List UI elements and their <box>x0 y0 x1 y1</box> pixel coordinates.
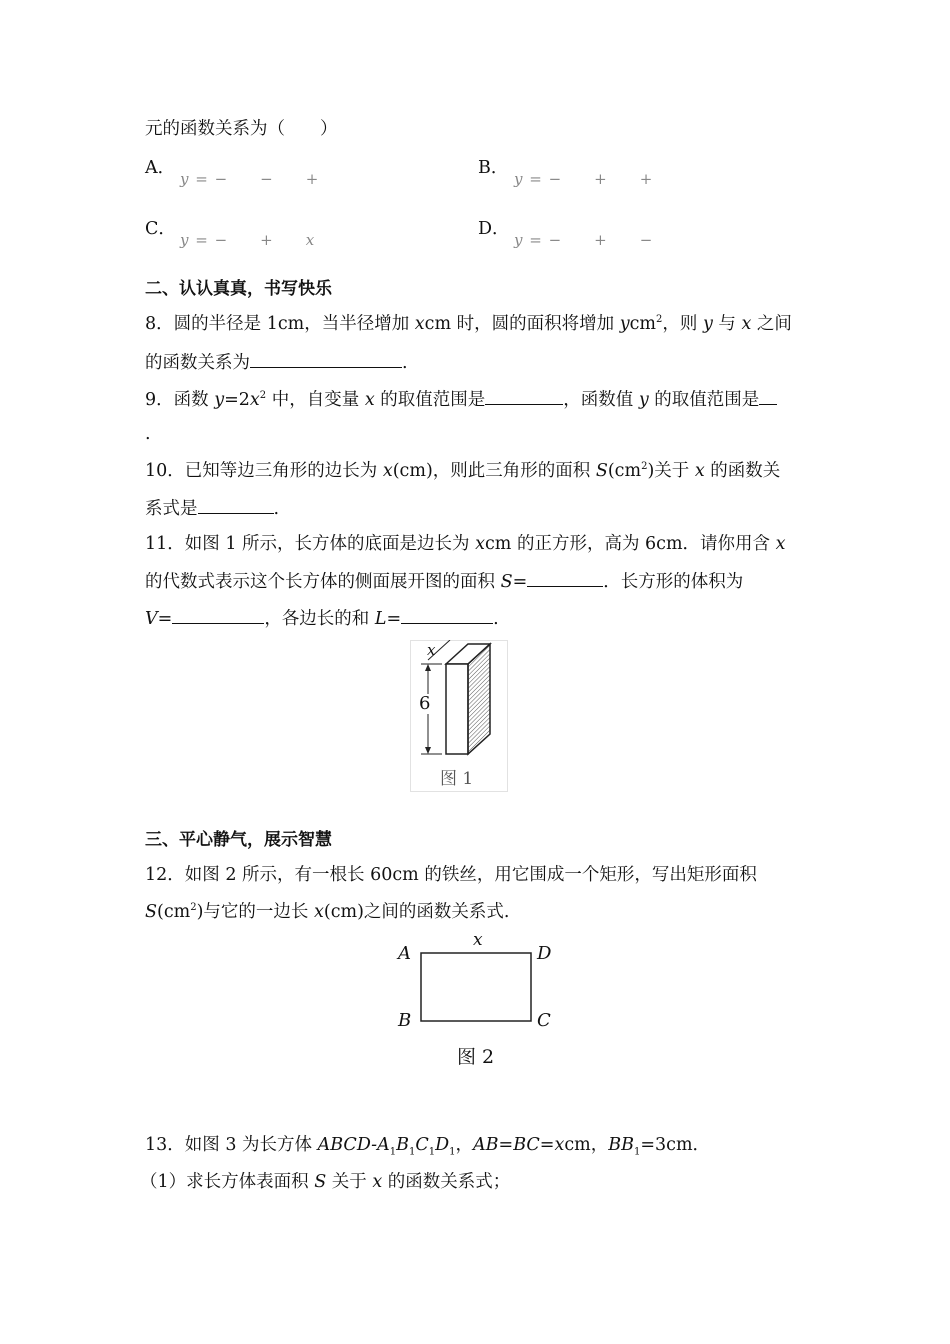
question-11-line-2: 的代数式表示这个长方体的侧面展开图的面积 S= ．长方形的体积为 <box>145 568 810 594</box>
answer-blank[interactable] <box>527 568 603 587</box>
option-c-label: C． <box>145 219 176 239</box>
question-11-line-3: V= ，各边长的和 L= . <box>145 605 810 631</box>
figure-1-x-label: x <box>427 641 436 659</box>
question-11-line-1: 11．如图 1 所示，长方体的底面是边长为 xcm 的正方形，高为 6cm．请你用含 x <box>145 534 786 554</box>
option-a-formula: y = − − + <box>180 170 320 188</box>
section-3-heading: 三、平心静气，展示智慧 <box>145 830 332 850</box>
figure-2-caption: 图 2 <box>457 1046 495 1068</box>
answer-blank[interactable] <box>401 605 493 624</box>
question-12-line-1: 12．如图 2 所示，有一根长 60cm 的铁丝，用它围成一个矩形，写出矩形面积 <box>145 865 757 885</box>
figure-2-label-b: B <box>398 1010 412 1031</box>
option-d-formula: y = − + − <box>514 231 654 249</box>
option-b-formula: y = − + + <box>514 170 654 188</box>
question-10-line-2: 系式是 . <box>145 495 810 521</box>
figure-2 <box>390 930 560 1070</box>
section-2-heading: 二、认认真真，书写快乐 <box>145 279 332 299</box>
answer-blank[interactable] <box>172 605 264 624</box>
question-13-line-1: 13．如图 3 为长方体 ABCD-$A_1B_1C_1D_1$，AB=BC=xcm，$BB_1=3cm$． <box>145 1135 711 1158</box>
q7-tail: 元的函数关系为（ ） <box>145 119 338 139</box>
answer-blank[interactable] <box>198 495 274 514</box>
question-8-line-1: 8．圆的半径是 1cm，当半径增加 xcm 时，圆的面积将增加 ycm$^2$，则 y 与 x 之间 <box>145 314 792 334</box>
question-9-line-2: . <box>145 424 151 444</box>
answer-blank[interactable] <box>485 386 563 405</box>
figure-1-height-label: 6 <box>419 693 431 714</box>
figure-2-label-c: C <box>537 1010 551 1031</box>
answer-blank[interactable] <box>250 349 402 368</box>
question-8-line-2: 的函数关系为 . <box>145 349 810 375</box>
figure-2-label-a: A <box>398 943 411 964</box>
option-a-label: A． <box>145 158 176 178</box>
option-b-label: B． <box>478 158 509 178</box>
question-9-line-1: 9．函数 $y=2x^2$ 中，自变量 x 的取值范围是 ，函数值 y 的取值范围是 <box>145 386 810 412</box>
option-d-label: D． <box>478 219 510 239</box>
figure-1-caption: 图 1 <box>440 769 474 789</box>
option-c-formula: y = − + x <box>180 231 316 249</box>
question-10-line-1: 10．已知等边三角形的边长为 x(cm)，则此三角形的面积 $S(cm^2)$关于 x 的函数关 <box>145 461 781 481</box>
question-12-line-2: $S(cm^2)$与它的一边长 x(cm)之间的函数关系式. <box>145 902 510 922</box>
answer-blank[interactable] <box>759 386 777 405</box>
figure-2-label-x: x <box>473 930 483 950</box>
figure-2-label-d: D <box>537 943 552 964</box>
figure-1-box <box>410 640 508 792</box>
question-13-part-1: （1）求长方体表面积 S 关于 x 的函数关系式； <box>140 1172 511 1192</box>
